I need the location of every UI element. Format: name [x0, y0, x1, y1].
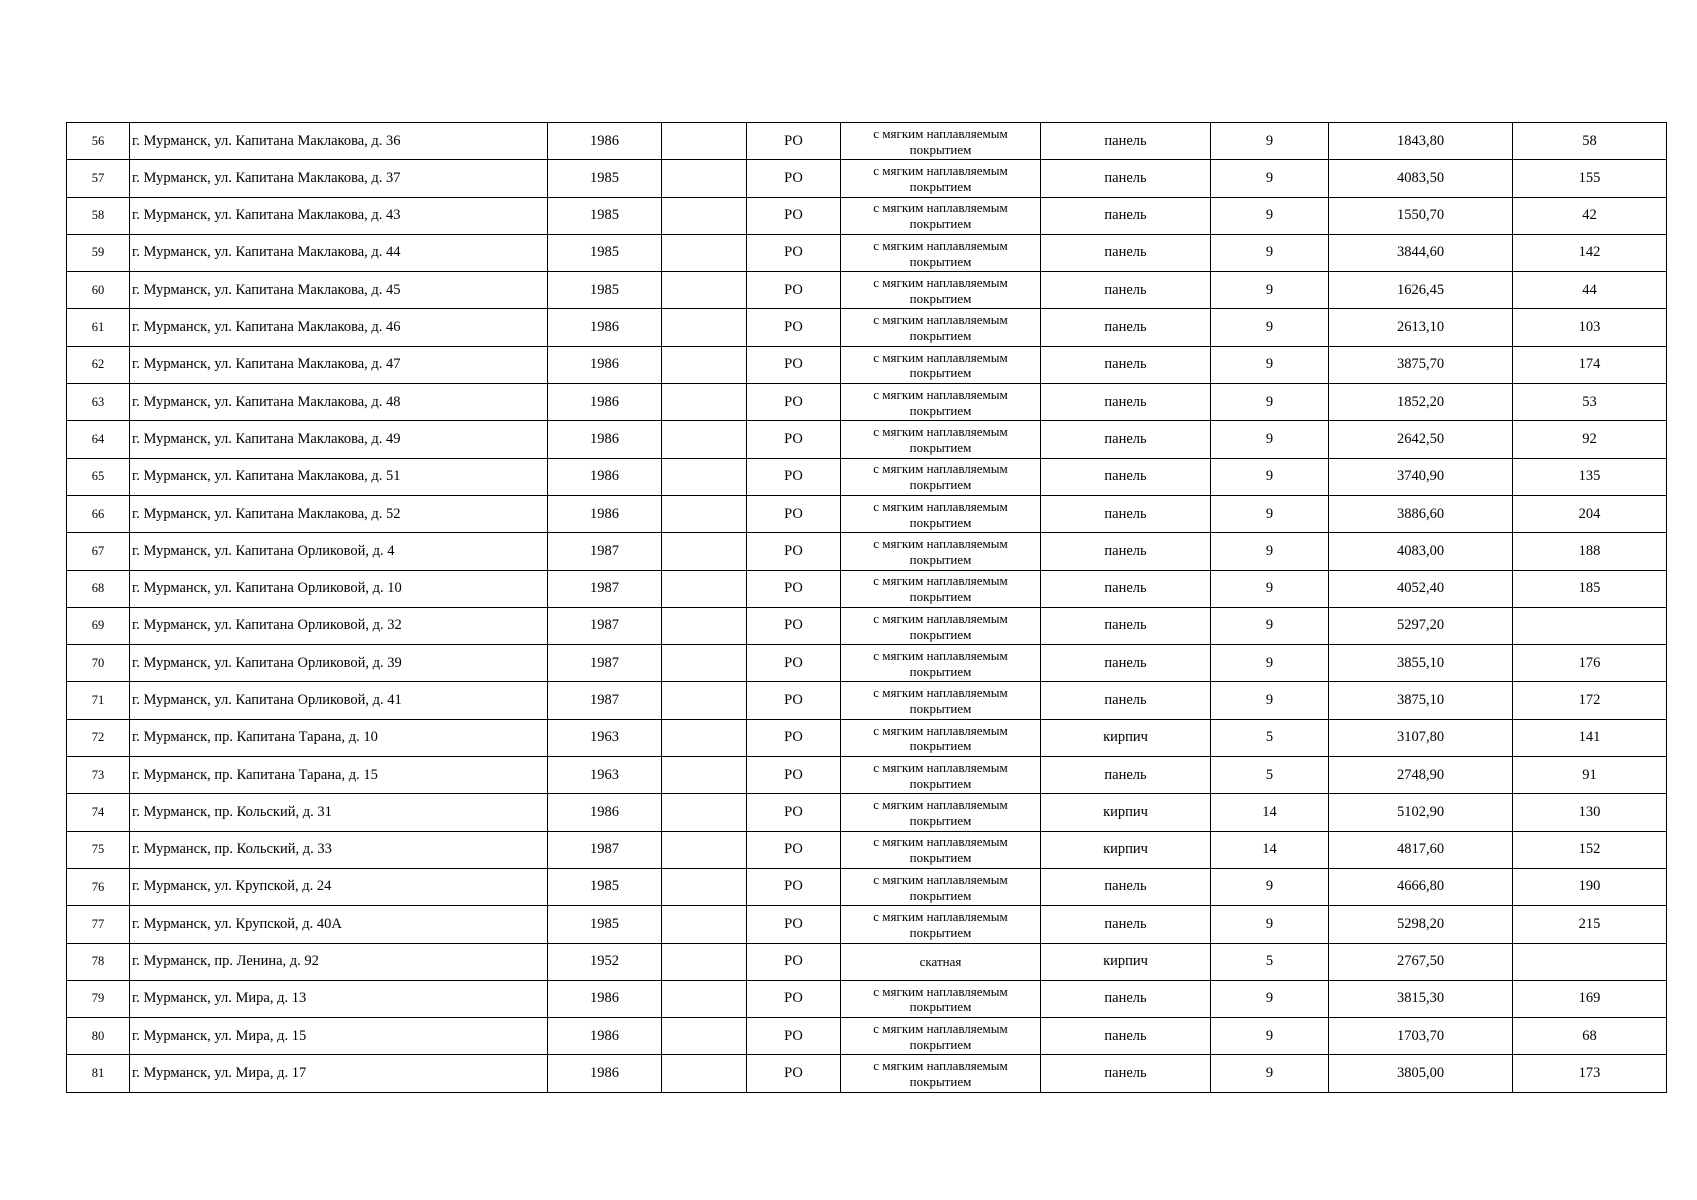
address-cell: г. Мурманск, пр. Капитана Тарана, д. 10: [130, 719, 548, 756]
program-cell: РО: [747, 645, 841, 682]
empty-cell: [662, 458, 747, 495]
program-cell: РО: [747, 458, 841, 495]
row-number-cell: 65: [67, 458, 130, 495]
construction-year-cell: 1986: [548, 495, 662, 532]
floors-cell: 5: [1211, 757, 1329, 794]
area-cell: 3875,10: [1329, 682, 1513, 719]
wall-material-cell: панель: [1041, 458, 1211, 495]
construction-year-cell: 1986: [548, 458, 662, 495]
construction-year-cell: 1985: [548, 868, 662, 905]
construction-year-cell: 1987: [548, 607, 662, 644]
address-cell: г. Мурманск, пр. Кольский, д. 31: [130, 794, 548, 831]
empty-cell: [662, 719, 747, 756]
floors-cell: 9: [1211, 906, 1329, 943]
address-cell: г. Мурманск, ул. Капитана Маклакова, д. 43: [130, 197, 548, 234]
roof-type-cell: с мягким наплавляемым покрытием: [841, 123, 1041, 160]
program-cell: РО: [747, 495, 841, 532]
floors-cell: 9: [1211, 421, 1329, 458]
row-number-cell: 69: [67, 607, 130, 644]
table-row: [67, 719, 1667, 756]
roof-type-cell: с мягким наплавляемым покрытием: [841, 682, 1041, 719]
program-cell: РО: [747, 384, 841, 421]
program-cell: РО: [747, 607, 841, 644]
address-cell: г. Мурманск, ул. Капитана Маклакова, д. 47: [130, 346, 548, 383]
construction-year-cell: 1986: [548, 1055, 662, 1092]
roof-type-cell: с мягким наплавляемым покрытием: [841, 495, 1041, 532]
address-cell: г. Мурманск, ул. Капитана Орликовой, д. 39: [130, 645, 548, 682]
floors-cell: 9: [1211, 384, 1329, 421]
table-row: [67, 794, 1667, 831]
address-cell: г. Мурманск, ул. Капитана Орликовой, д. 41: [130, 682, 548, 719]
empty-cell: [662, 868, 747, 905]
address-cell: г. Мурманск, ул. Капитана Маклакова, д. 37: [130, 160, 548, 197]
construction-year-cell: 1963: [548, 719, 662, 756]
empty-cell: [662, 495, 747, 532]
row-number-cell: 71: [67, 682, 130, 719]
construction-year-cell: 1986: [548, 384, 662, 421]
row-number-cell: 74: [67, 794, 130, 831]
empty-cell: [662, 570, 747, 607]
program-cell: РО: [747, 757, 841, 794]
area-cell: 1626,45: [1329, 272, 1513, 309]
area-cell: 4052,40: [1329, 570, 1513, 607]
residents-cell: [1513, 943, 1667, 980]
wall-material-cell: панель: [1041, 607, 1211, 644]
row-number-cell: 79: [67, 980, 130, 1017]
empty-cell: [662, 794, 747, 831]
empty-cell: [662, 980, 747, 1017]
address-cell: г. Мурманск, ул. Капитана Маклакова, д. 44: [130, 234, 548, 271]
roof-type-cell: с мягким наплавляемым покрытием: [841, 234, 1041, 271]
area-cell: 3805,00: [1329, 1055, 1513, 1092]
table-body: [67, 123, 1667, 1093]
row-number-cell: 81: [67, 1055, 130, 1092]
residents-cell: 53: [1513, 384, 1667, 421]
residents-cell: 91: [1513, 757, 1667, 794]
wall-material-cell: кирпич: [1041, 794, 1211, 831]
area-cell: 3107,80: [1329, 719, 1513, 756]
table-row: [67, 346, 1667, 383]
area-cell: 3740,90: [1329, 458, 1513, 495]
wall-material-cell: панель: [1041, 272, 1211, 309]
table-row: [67, 645, 1667, 682]
table-row: [67, 533, 1667, 570]
residents-cell: 190: [1513, 868, 1667, 905]
roof-type-cell: скатная: [841, 943, 1041, 980]
roof-type-cell: с мягким наплавляемым покрытием: [841, 309, 1041, 346]
address-cell: г. Мурманск, ул. Капитана Орликовой, д. 10: [130, 570, 548, 607]
document-page: [66, 122, 1666, 1093]
row-number-cell: 77: [67, 906, 130, 943]
wall-material-cell: панель: [1041, 197, 1211, 234]
row-number-cell: 58: [67, 197, 130, 234]
floors-cell: 9: [1211, 123, 1329, 160]
area-cell: 2767,50: [1329, 943, 1513, 980]
roof-type-cell: с мягким наплавляемым покрытием: [841, 384, 1041, 421]
address-cell: г. Мурманск, ул. Капитана Орликовой, д. 32: [130, 607, 548, 644]
program-cell: РО: [747, 160, 841, 197]
row-number-cell: 75: [67, 831, 130, 868]
row-number-cell: 67: [67, 533, 130, 570]
table-row: [67, 234, 1667, 271]
table-row: [67, 495, 1667, 532]
roof-type-cell: с мягким наплавляемым покрытием: [841, 1055, 1041, 1092]
wall-material-cell: кирпич: [1041, 943, 1211, 980]
program-cell: РО: [747, 1055, 841, 1092]
empty-cell: [662, 831, 747, 868]
construction-year-cell: 1986: [548, 1018, 662, 1055]
row-number-cell: 80: [67, 1018, 130, 1055]
wall-material-cell: кирпич: [1041, 831, 1211, 868]
residents-cell: 130: [1513, 794, 1667, 831]
wall-material-cell: панель: [1041, 495, 1211, 532]
residents-cell: 42: [1513, 197, 1667, 234]
area-cell: 4083,00: [1329, 533, 1513, 570]
residents-cell: 142: [1513, 234, 1667, 271]
area-cell: 1852,20: [1329, 384, 1513, 421]
construction-year-cell: 1986: [548, 346, 662, 383]
address-cell: г. Мурманск, пр. Ленина, д. 92: [130, 943, 548, 980]
wall-material-cell: панель: [1041, 570, 1211, 607]
roof-type-cell: с мягким наплавляемым покрытием: [841, 570, 1041, 607]
residents-cell: 176: [1513, 645, 1667, 682]
construction-year-cell: 1985: [548, 906, 662, 943]
construction-year-cell: 1987: [548, 831, 662, 868]
floors-cell: 9: [1211, 272, 1329, 309]
wall-material-cell: панель: [1041, 1018, 1211, 1055]
row-number-cell: 57: [67, 160, 130, 197]
wall-material-cell: панель: [1041, 234, 1211, 271]
roof-type-cell: с мягким наплавляемым покрытием: [841, 868, 1041, 905]
roof-type-cell: с мягким наплавляемым покрытием: [841, 794, 1041, 831]
row-number-cell: 56: [67, 123, 130, 160]
address-cell: г. Мурманск, ул. Мира, д. 17: [130, 1055, 548, 1092]
wall-material-cell: панель: [1041, 533, 1211, 570]
residents-cell: 173: [1513, 1055, 1667, 1092]
empty-cell: [662, 346, 747, 383]
floors-cell: 9: [1211, 645, 1329, 682]
program-cell: РО: [747, 123, 841, 160]
area-cell: 4666,80: [1329, 868, 1513, 905]
empty-cell: [662, 160, 747, 197]
residents-cell: 44: [1513, 272, 1667, 309]
floors-cell: 9: [1211, 682, 1329, 719]
program-cell: РО: [747, 421, 841, 458]
wall-material-cell: панель: [1041, 160, 1211, 197]
residents-cell: 188: [1513, 533, 1667, 570]
empty-cell: [662, 197, 747, 234]
row-number-cell: 70: [67, 645, 130, 682]
empty-cell: [662, 234, 747, 271]
empty-cell: [662, 1055, 747, 1092]
residents-cell: 92: [1513, 421, 1667, 458]
roof-type-cell: с мягким наплавляемым покрытием: [841, 757, 1041, 794]
program-cell: РО: [747, 234, 841, 271]
area-cell: 3844,60: [1329, 234, 1513, 271]
residents-cell: 174: [1513, 346, 1667, 383]
table-row: [67, 868, 1667, 905]
area-cell: 1550,70: [1329, 197, 1513, 234]
empty-cell: [662, 682, 747, 719]
floors-cell: 9: [1211, 309, 1329, 346]
program-cell: РО: [747, 719, 841, 756]
program-cell: РО: [747, 980, 841, 1017]
program-cell: РО: [747, 682, 841, 719]
program-cell: РО: [747, 346, 841, 383]
construction-year-cell: 1987: [548, 533, 662, 570]
residents-cell: 103: [1513, 309, 1667, 346]
floors-cell: 9: [1211, 234, 1329, 271]
row-number-cell: 78: [67, 943, 130, 980]
address-cell: г. Мурманск, ул. Капитана Маклакова, д. 52: [130, 495, 548, 532]
residents-cell: 215: [1513, 906, 1667, 943]
floors-cell: 14: [1211, 831, 1329, 868]
area-cell: 3886,60: [1329, 495, 1513, 532]
row-number-cell: 64: [67, 421, 130, 458]
floors-cell: 9: [1211, 197, 1329, 234]
floors-cell: 9: [1211, 495, 1329, 532]
area-cell: 3855,10: [1329, 645, 1513, 682]
roof-type-cell: с мягким наплавляемым покрытием: [841, 607, 1041, 644]
roof-type-cell: с мягким наплавляемым покрытием: [841, 980, 1041, 1017]
area-cell: 2748,90: [1329, 757, 1513, 794]
wall-material-cell: панель: [1041, 346, 1211, 383]
construction-year-cell: 1986: [548, 794, 662, 831]
floors-cell: 9: [1211, 458, 1329, 495]
area-cell: 4817,60: [1329, 831, 1513, 868]
table-row: [67, 980, 1667, 1017]
floors-cell: 9: [1211, 1018, 1329, 1055]
row-number-cell: 76: [67, 868, 130, 905]
residents-cell: 169: [1513, 980, 1667, 1017]
table-row: [67, 757, 1667, 794]
table-row: [67, 682, 1667, 719]
residents-cell: 172: [1513, 682, 1667, 719]
address-cell: г. Мурманск, пр. Капитана Тарана, д. 15: [130, 757, 548, 794]
construction-year-cell: 1985: [548, 160, 662, 197]
floors-cell: 9: [1211, 607, 1329, 644]
program-cell: РО: [747, 272, 841, 309]
empty-cell: [662, 272, 747, 309]
area-cell: 5102,90: [1329, 794, 1513, 831]
program-cell: РО: [747, 570, 841, 607]
wall-material-cell: панель: [1041, 980, 1211, 1017]
row-number-cell: 63: [67, 384, 130, 421]
roof-type-cell: с мягким наплавляемым покрытием: [841, 272, 1041, 309]
area-cell: 5297,20: [1329, 607, 1513, 644]
program-cell: РО: [747, 197, 841, 234]
address-cell: г. Мурманск, ул. Капитана Орликовой, д. 4: [130, 533, 548, 570]
address-cell: г. Мурманск, ул. Крупской, д. 40А: [130, 906, 548, 943]
empty-cell: [662, 906, 747, 943]
roof-type-cell: с мягким наплавляемым покрытием: [841, 197, 1041, 234]
wall-material-cell: панель: [1041, 309, 1211, 346]
residents-cell: 152: [1513, 831, 1667, 868]
roof-type-cell: с мягким наплавляемым покрытием: [841, 421, 1041, 458]
table-row: [67, 1055, 1667, 1092]
table-row: [67, 943, 1667, 980]
row-number-cell: 66: [67, 495, 130, 532]
roof-type-cell: с мягким наплавляемым покрытием: [841, 719, 1041, 756]
row-number-cell: 68: [67, 570, 130, 607]
empty-cell: [662, 384, 747, 421]
wall-material-cell: панель: [1041, 682, 1211, 719]
row-number-cell: 61: [67, 309, 130, 346]
construction-year-cell: 1985: [548, 272, 662, 309]
construction-year-cell: 1986: [548, 980, 662, 1017]
wall-material-cell: панель: [1041, 1055, 1211, 1092]
program-cell: РО: [747, 943, 841, 980]
residents-cell: 155: [1513, 160, 1667, 197]
program-cell: РО: [747, 868, 841, 905]
address-cell: г. Мурманск, ул. Капитана Маклакова, д. 48: [130, 384, 548, 421]
area-cell: 2642,50: [1329, 421, 1513, 458]
table-row: [67, 272, 1667, 309]
table-row: [67, 384, 1667, 421]
program-cell: РО: [747, 1018, 841, 1055]
empty-cell: [662, 757, 747, 794]
roof-type-cell: с мягким наплавляемым покрытием: [841, 645, 1041, 682]
table-row: [67, 1018, 1667, 1055]
floors-cell: 9: [1211, 160, 1329, 197]
empty-cell: [662, 309, 747, 346]
area-cell: 1703,70: [1329, 1018, 1513, 1055]
wall-material-cell: панель: [1041, 868, 1211, 905]
floors-cell: 9: [1211, 346, 1329, 383]
residents-cell: 141: [1513, 719, 1667, 756]
table-row: [67, 570, 1667, 607]
empty-cell: [662, 943, 747, 980]
floors-cell: 9: [1211, 980, 1329, 1017]
wall-material-cell: панель: [1041, 757, 1211, 794]
roof-type-cell: с мягким наплавляемым покрытием: [841, 533, 1041, 570]
residents-cell: 58: [1513, 123, 1667, 160]
floors-cell: 9: [1211, 533, 1329, 570]
table-row: [67, 607, 1667, 644]
construction-year-cell: 1987: [548, 682, 662, 719]
wall-material-cell: панель: [1041, 645, 1211, 682]
housing-registry-table: [66, 122, 1667, 1093]
empty-cell: [662, 421, 747, 458]
construction-year-cell: 1987: [548, 570, 662, 607]
table-row: [67, 906, 1667, 943]
wall-material-cell: панель: [1041, 421, 1211, 458]
floors-cell: 9: [1211, 868, 1329, 905]
area-cell: 2613,10: [1329, 309, 1513, 346]
wall-material-cell: панель: [1041, 906, 1211, 943]
wall-material-cell: панель: [1041, 384, 1211, 421]
table-row: [67, 421, 1667, 458]
construction-year-cell: 1986: [548, 309, 662, 346]
residents-cell: 185: [1513, 570, 1667, 607]
address-cell: г. Мурманск, ул. Капитана Маклакова, д. 49: [130, 421, 548, 458]
program-cell: РО: [747, 309, 841, 346]
table-row: [67, 123, 1667, 160]
residents-cell: 68: [1513, 1018, 1667, 1055]
wall-material-cell: кирпич: [1041, 719, 1211, 756]
residents-cell: 135: [1513, 458, 1667, 495]
address-cell: г. Мурманск, ул. Крупской, д. 24: [130, 868, 548, 905]
construction-year-cell: 1963: [548, 757, 662, 794]
row-number-cell: 59: [67, 234, 130, 271]
empty-cell: [662, 533, 747, 570]
roof-type-cell: с мягким наплавляемым покрытием: [841, 1018, 1041, 1055]
program-cell: РО: [747, 533, 841, 570]
program-cell: РО: [747, 794, 841, 831]
empty-cell: [662, 123, 747, 160]
table-row: [67, 309, 1667, 346]
construction-year-cell: 1987: [548, 645, 662, 682]
area-cell: 5298,20: [1329, 906, 1513, 943]
address-cell: г. Мурманск, ул. Капитана Маклакова, д. 51: [130, 458, 548, 495]
address-cell: г. Мурманск, пр. Кольский, д. 33: [130, 831, 548, 868]
address-cell: г. Мурманск, ул. Капитана Маклакова, д. 36: [130, 123, 548, 160]
floors-cell: 9: [1211, 1055, 1329, 1092]
construction-year-cell: 1985: [548, 234, 662, 271]
area-cell: 4083,50: [1329, 160, 1513, 197]
roof-type-cell: с мягким наплавляемым покрытием: [841, 346, 1041, 383]
roof-type-cell: с мягким наплавляемым покрытием: [841, 831, 1041, 868]
address-cell: г. Мурманск, ул. Мира, д. 13: [130, 980, 548, 1017]
construction-year-cell: 1986: [548, 123, 662, 160]
floors-cell: 9: [1211, 570, 1329, 607]
row-number-cell: 62: [67, 346, 130, 383]
table-row: [67, 160, 1667, 197]
table-row: [67, 458, 1667, 495]
empty-cell: [662, 1018, 747, 1055]
floors-cell: 14: [1211, 794, 1329, 831]
area-cell: 1843,80: [1329, 123, 1513, 160]
roof-type-cell: с мягким наплавляемым покрытием: [841, 160, 1041, 197]
area-cell: 3815,30: [1329, 980, 1513, 1017]
address-cell: г. Мурманск, ул. Мира, д. 15: [130, 1018, 548, 1055]
floors-cell: 5: [1211, 943, 1329, 980]
roof-type-cell: с мягким наплавляемым покрытием: [841, 906, 1041, 943]
program-cell: РО: [747, 831, 841, 868]
table-row: [67, 831, 1667, 868]
area-cell: 3875,70: [1329, 346, 1513, 383]
construction-year-cell: 1985: [548, 197, 662, 234]
table-row: [67, 197, 1667, 234]
roof-type-cell: с мягким наплавляемым покрытием: [841, 458, 1041, 495]
address-cell: г. Мурманск, ул. Капитана Маклакова, д. 45: [130, 272, 548, 309]
row-number-cell: 72: [67, 719, 130, 756]
empty-cell: [662, 607, 747, 644]
residents-cell: [1513, 607, 1667, 644]
construction-year-cell: 1986: [548, 421, 662, 458]
empty-cell: [662, 645, 747, 682]
row-number-cell: 73: [67, 757, 130, 794]
row-number-cell: 60: [67, 272, 130, 309]
residents-cell: 204: [1513, 495, 1667, 532]
construction-year-cell: 1952: [548, 943, 662, 980]
address-cell: г. Мурманск, ул. Капитана Маклакова, д. 46: [130, 309, 548, 346]
wall-material-cell: панель: [1041, 123, 1211, 160]
floors-cell: 5: [1211, 719, 1329, 756]
program-cell: РО: [747, 906, 841, 943]
